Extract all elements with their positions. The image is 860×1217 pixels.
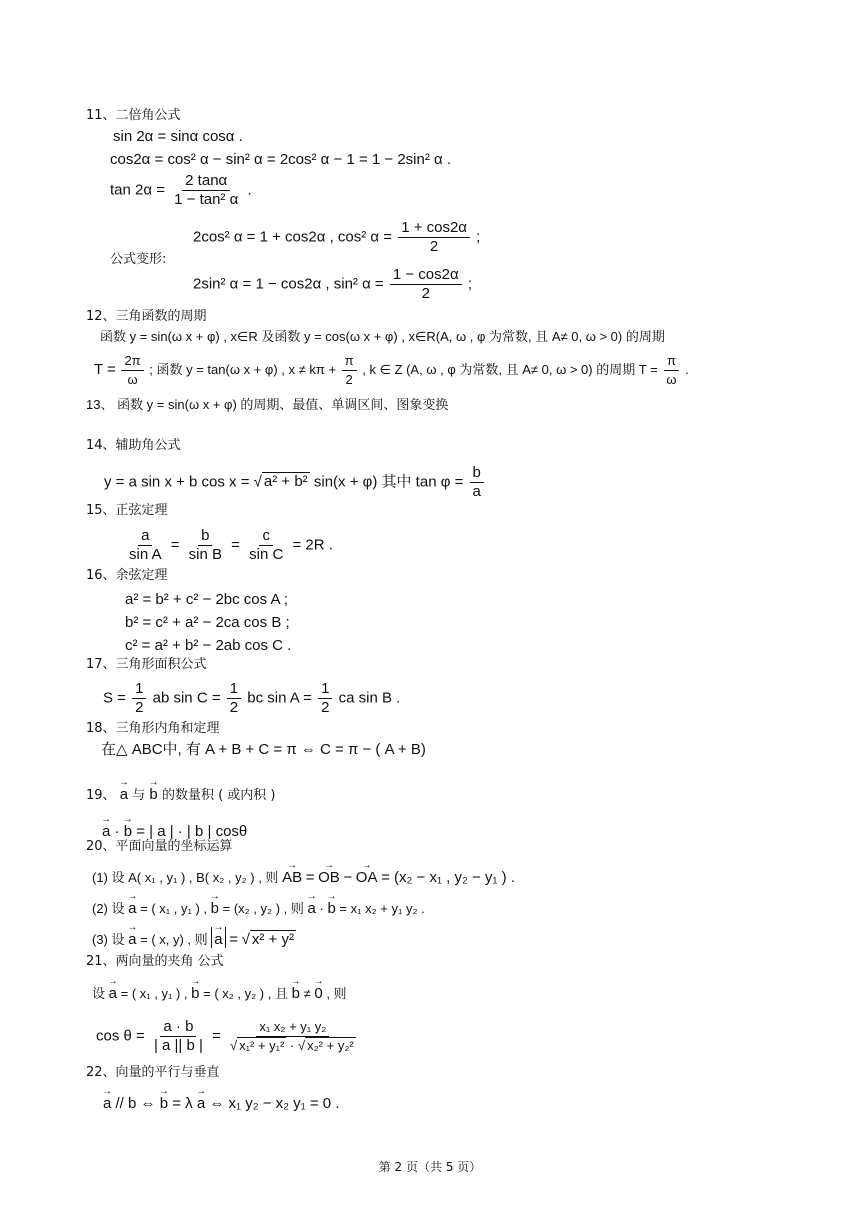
section-22-heading: 22、向量的平行与垂直 [86,1065,220,1080]
section-15-heading: 15、正弦定理 [86,503,168,518]
law-of-cosines-b: b² = c² + a² − 2ca cos B ; [125,614,290,631]
sines-den-b: sin B [188,546,222,563]
coord-1-minus: − [343,869,353,886]
tan2a-fraction [171,172,241,209]
parallel-lambda: = λ [172,1095,193,1112]
period-end: . [685,361,689,377]
coord-2-b-def: = (x₂ , y₂ ) , 则 [222,901,304,916]
dot-vector-b: → b [124,818,132,840]
sines-num-b: b [198,527,212,546]
angle-den-2: √ x₁² + y₁² · √ x₂² + y₂² [230,1038,354,1053]
coord-3-let: (3) 设 [92,932,125,947]
angle-sum-formula: 在△ ABC中, 有 A + B + C = π ⇔ C = π − ( A + B) [101,741,426,758]
parallel-vector-b: → b [160,1090,168,1112]
angle-vector-b: → b [191,980,199,1002]
parallel-vector-a2: → a [197,1090,205,1112]
period-T-label: T = [94,360,116,378]
period-num-2: π [342,352,357,371]
angle-a-def: = ( x₁ , y₁ ) , [120,986,188,1001]
area-den-2: 2 [229,699,239,716]
sines-den-c: sin C [249,546,284,563]
angle-den-2-a: x₁² + y₁² [239,1038,285,1053]
period-den-1: ω [127,372,138,387]
angle-eq: = [212,1027,221,1045]
coord-2-let: (2) 设 [92,901,125,916]
coord-2-vector-b2: → b [327,895,335,917]
area-half-2 [227,680,241,717]
period-den-3: ω [666,372,677,387]
law-of-cosines-c: c² = a² + b² − 2ab cos C . [125,637,292,654]
triangle-area-formula [103,680,400,717]
sines-den-a: sin A [129,546,162,563]
coord-3-sqrt: x² + y² [251,931,294,948]
auxiliary-angle-formula: y = a sin x + b cos x = √ a² + b² sin(x + φ) 其中 tan φ = $\frac{b}{a}$ [104,464,486,501]
angle-condition [92,980,347,1003]
coord-3-vector-a: → a [128,926,136,948]
sines-frac-c [246,527,286,564]
formula-cos2a: cos2α = cos² α − sin² α = 2cos² α − 1 = 1 − 2sin² α . [110,151,452,168]
period-line-1: 函数 y = sin(ω x + φ) , x∈R 及函数 y = cos(ω x + φ) , x∈R(A, ω , φ 为常数, 且 A≠ 0, ω > 0) 的周期 [100,329,665,344]
section-20-heading: 20、平面向量的坐标运算 [86,839,233,854]
angle-then: , 则 [326,986,347,1001]
variant-cos-fraction [398,219,470,256]
coord-2-result: = x₁ x₂ + y₁ y₂ . [339,901,425,916]
parallel-coord: ⇔ x₁ y₂ − x₂ y₁ = 0 . [209,1095,340,1112]
coord-op-1 [92,864,515,886]
variant-cos-denominator: 2 [429,238,439,255]
angle-den-2-dot: · [290,1038,295,1053]
variant-sin-left: 2sin² α = 1 − cos2α , sin² α = [193,275,384,293]
coord-1-eq: = [305,869,315,886]
coord-2-vector-a: → a [128,895,136,917]
area-half-1 [132,680,146,717]
page-footer: 第 2 页（共 5 页） [378,1160,482,1174]
section-21-heading: 21、两向量的夹角 公式 [86,954,224,969]
section-12-heading: 12、三角函数的周期 [86,309,207,324]
s19-title: 的数量积 ( 或内积 ) [161,788,276,803]
sines-frac-a [126,527,165,564]
tan2a-denominator: 1 − tan² α [174,191,239,208]
period-num-3: π [664,352,679,371]
angle-den-2-b: x₂² + y₂² [307,1038,354,1053]
variant-sin-numerator: 1 − cos2α [390,266,462,285]
aux-fraction [470,464,484,501]
sines-eq-2: = [231,536,240,554]
tan2a-end: . [247,181,252,199]
area-half-3 [318,680,332,717]
area-num-2: 1 [227,680,241,699]
cos-theta: cos θ = [96,1027,145,1045]
s19-number: 19、 [86,788,116,803]
angle-formula [96,1018,361,1055]
coord-2-vector-a2: → a [308,895,316,917]
parallel-condition [103,1090,339,1112]
coord-1-text: (1) 设 A( x₁ , y₁ ) , B( x₂ , y₂ ) , 则 [92,870,279,885]
variant-sin-end: ; [467,275,472,293]
coord-2-vector-b: → b [211,895,219,917]
section-17-heading: 17、三角形面积公式 [86,657,207,672]
angle-let: 设 [92,987,106,1002]
angle-num-2: x₁ x₂ + y₁ y₂ [256,1018,329,1037]
aux-mid: sin(x + φ) 其中 tan φ = [313,473,464,491]
aux-numerator: b [470,464,484,483]
angle-frac-2 [227,1018,359,1055]
sines-frac-b [186,527,225,564]
area-term-1: ab sin C = [152,689,221,707]
coord-op-2 [92,895,425,917]
coord-1-result: = (x₂ − x₁ , y₂ − y₁ ) . [381,869,515,886]
period-2pi-over-omega [121,352,143,389]
area-num-3: 1 [318,680,332,699]
dot-product-formula [102,818,247,840]
variant-cos-left: 2cos² α = 1 + cos2α , cos² α = [193,228,393,246]
parallel-vector-a: → a [103,1090,111,1112]
variant-cos-numerator: 1 + cos2α [398,219,470,238]
formula-sin2a: sin 2α = sinα cosα . [113,128,243,145]
aux-sqrt: a² + b² [263,473,308,491]
area-S: S = [103,689,126,707]
angle-neq: ≠ [303,986,311,1001]
sines-num-a: a [138,527,152,546]
variant-sin-denominator: 2 [421,285,430,302]
period-line-2 [94,352,689,389]
coord-3-magnitude: → a [214,926,222,948]
section-19-heading [86,781,275,804]
aux-denominator: a [472,483,481,500]
period-tan-cond: , k ∈ Z (A, ω , φ 为常数, 且 A≠ 0, ω > 0) 的周期 T = [362,361,658,377]
variant-sin-fraction [390,266,462,303]
vector-OB: → OB [318,864,340,886]
dot-operator: · [114,823,120,840]
vector-b: → b [149,781,157,803]
section-16-heading: 16、余弦定理 [86,568,168,583]
section-11-heading: 11、二倍角公式 [86,108,181,123]
period-pi-over-2 [342,352,357,389]
law-of-sines [124,527,333,564]
formula-tan2a [110,172,252,209]
coord-3-eq: = [229,931,239,948]
angle-num-1: a · b [160,1018,196,1037]
coord-op-3: (3) 设 → a = ( x, y) , 则 → a = √ x² + y² [92,926,296,948]
variant-label: 公式变形: [110,252,167,267]
parallel-symbol: // b ⇔ [115,1095,156,1112]
formula-variant-cos [193,219,480,256]
law-of-cosines-a: a² = b² + c² − 2bc cos A ; [125,591,289,608]
angle-b-def: = ( x₂ , y₂ ) , 且 [203,986,288,1001]
period-pi-over-omega [663,352,679,389]
vector-OA: → OA [356,864,378,886]
sines-num-c: c [259,527,273,546]
section-14-heading: 14、辅助角公式 [86,438,181,453]
coord-3-def: = ( x, y) , 则 [140,932,208,947]
angle-vector-b2: → b [292,980,300,1002]
coord-2-a-def: = ( x₁ , y₁ ) , [140,901,208,916]
area-term-3: ca sin B . [338,689,401,707]
aux-left: y = a sin x + b cos x = [104,473,250,491]
dot-rest: = | a | · | b | cosθ [136,823,248,840]
variant-cos-end: ; [476,228,481,246]
area-term-2: bc sin A = [247,689,312,707]
coord-2-dot: · [319,901,324,916]
sines-end: = 2R . [292,536,333,554]
section-18-heading: 18、三角形内角和定理 [86,721,220,736]
sines-eq-1: = [170,536,180,554]
period-den-2: 2 [345,372,353,387]
angle-den-1: | a || b | [153,1037,203,1054]
area-den-3: 2 [321,699,330,716]
zero-vector: → 0 [314,980,322,1002]
dot-vector-a: → a [102,818,110,840]
tan2a-left: tan 2α = [110,181,165,199]
angle-frac-1 [151,1018,206,1055]
vector-AB: → AB [282,864,302,886]
section-13-heading: 13、 函数 y = sin(ω x + φ) 的周期、最值、单调区间、图象变换 [86,397,449,412]
angle-vector-a: → a [109,980,117,1002]
period-tan-text: ; 函数 y = tan(ω x + φ) , x ≠ kπ + [149,361,337,377]
area-num-1: 1 [132,680,146,699]
tan2a-numerator: 2 tanα [182,172,230,191]
vector-a: → a [120,781,128,803]
period-num-1: 2π [121,352,143,371]
formula-variant-sin [193,266,472,303]
area-den-1: 2 [135,699,144,716]
s19-and: 与 [132,788,146,803]
